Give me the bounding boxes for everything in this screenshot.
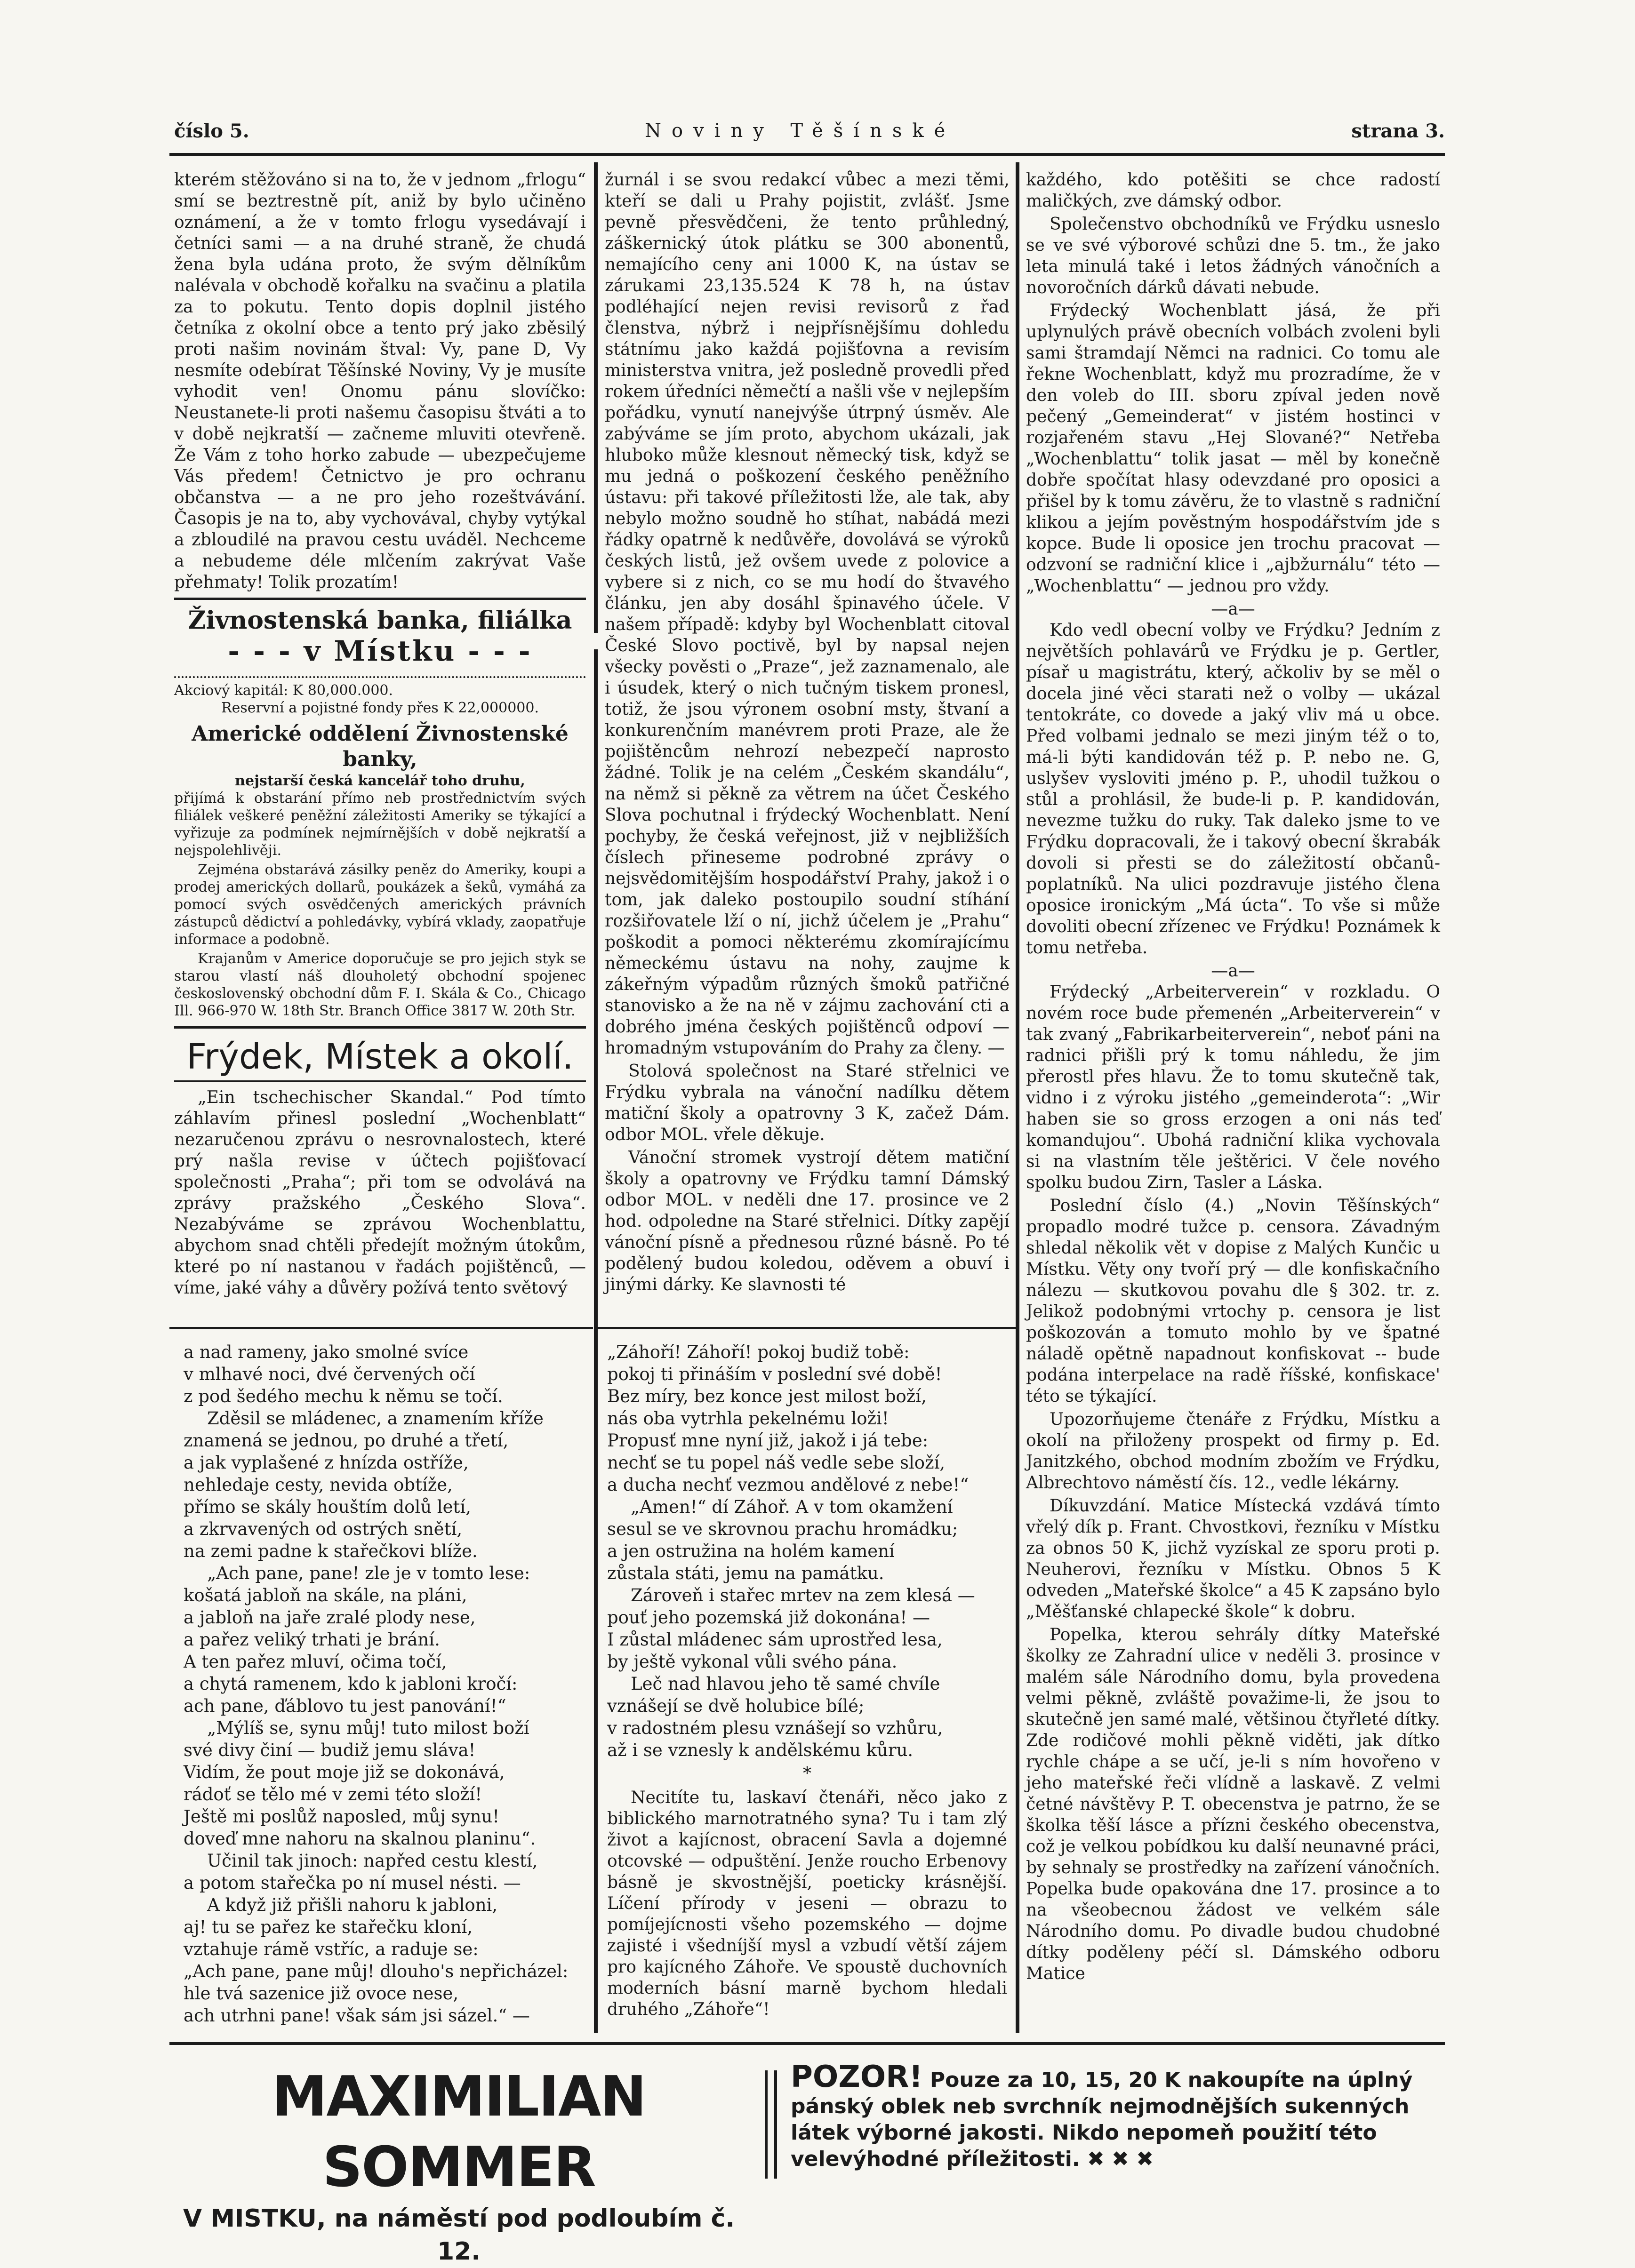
- poem-line: Propusť mne nyní již, jakož i já tebe:: [607, 1430, 929, 1451]
- article-popelka: Popelka, kterou sehrály dítky Mateřské školky ze Zahradní ulice v neděli 3. prosince v malém sále Národního domu, byla provedena velmi pěkně, zvláště považime-li, že jsou to skutečně jen samé malé, většinou čtyřleté dítky. Zde rodičové mohli pěkně viděti, jak dítko rychle chápe a se učí, je-li s ním hovořeno v jeho mateřské řeči vlídně a laskavě. Z velmi četné návštěvy P. T. obecenstva je patrno, že se školka těší lásce a přízni českého obecenstva, což je velkou pobídkou ku další neunavné práci, by sehnaly se prostředky na zařízení vánočních. Popelka bude opakována dne 17. prosince a to na všeobecnou žádost ve velkém sále Národního domu. Po divadle budou chudobné dítky poděleny péčí sl. Dámského odboru Matice: [1026, 1625, 1440, 1983]
- bank-title: Živnostenská banka, filiálka: [188, 606, 572, 635]
- ad-divider: [765, 2070, 777, 2179]
- poem-line: „Ach pane, pane! zle je v tomto lese:: [207, 1563, 530, 1583]
- poem-line: a ducha nechť vezmou andělové z nebe!“: [607, 1475, 969, 1495]
- poem-line: a pařez veliký trhati je brání.: [184, 1629, 440, 1650]
- ad-offer-text: Pouze za 10, 15, 20 K nakoupíte na úplný pánský oblek neb svrchník nejmodnějších sukenných látek výborné jakosti. Nikdo nepomeň použití této velevýhodné příležitosti. ✖ ✖ ✖: [791, 2068, 1413, 2171]
- header-rule: [169, 153, 1445, 156]
- article-intro: každého, kdo potěšiti se chce radostí maličkých, zve dámský odbor.: [1026, 170, 1440, 211]
- poem-line: ach pane, ďáblovo tu jest panování!“: [184, 1696, 506, 1716]
- poem-line: a jen ostružina na holém kamení: [607, 1541, 895, 1561]
- poem-line: vztahuje rámě vstříc, a raduje se:: [184, 1939, 479, 1959]
- article-dikuvzdani: Díkuvzdání. Matice Místecká vzdává tímto vřelý dík p. Frant. Chvostkovi, řezníku v Místku za obnos 50 K, jichž vyzískal ze sporu proti p. Neuherovi, řezníku v Místku. Obnos 5 K odveden „Mateřské školce“ a 45 K zapsáno bylo „Měšťanské chlapecké škole“ k dobru.: [1026, 1496, 1440, 1621]
- poem-line: „Mýlíš se, synu můj! tuto milost boží: [207, 1718, 529, 1738]
- poem-line: přímo se skály houštím dolů letí,: [184, 1497, 471, 1517]
- poem-top-rule: [169, 1327, 593, 1329]
- poem-line: Zděsil se mládenec, a znamením kříže: [207, 1408, 544, 1429]
- bank-subtitle: - - - v Místku - - -: [228, 635, 532, 668]
- poem-line: a zkrvavených od ostrých snětí,: [184, 1519, 463, 1539]
- poem-line: na zemi padne k stařečkovi blíže.: [184, 1541, 478, 1561]
- poem-line: Leč nad hlavou jeho tě samé chvíle: [631, 1674, 940, 1694]
- column-divider-1b: [594, 649, 598, 2033]
- article-stromek: Vánoční stromek vystrojí dětem matiční školy a opatrovny ve Frýdku tamní Dámský odbor MOL. v neděli dne 17. prosince ve 2 hod. odpoledne na Staré střelnici. Dítky zapějí vánoční písně a přednesou různé básně. Po té podělený budou koledou, oděvem a obuví i jinými dárky. Ke slavnosti té: [605, 1148, 1010, 1294]
- advertisement: [169, 2060, 1445, 2266]
- bank-text-1: přijímá k obstarání přímo neb prostřednictvím svých filiálek veškeré peněžní záležitosti Ameriky se týkající a vyřizuje za podmínek nejmírnějších v době nejkratší a nejspolehlivěji.: [174, 790, 586, 859]
- poem-line: A když již přišli nahoru k jabloni,: [207, 1895, 498, 1915]
- poem-line: Učinil tak jinoch: napřed cestu klestí,: [207, 1851, 538, 1871]
- poem-line: a nad rameny, jako smolné svíce: [184, 1342, 469, 1362]
- poem-line: nás oba vytrhla pekelnému loži!: [607, 1408, 889, 1429]
- poem-line: „Amen!“ dí Záhoř. A v tom okamžení: [631, 1497, 953, 1517]
- poem-line: své divy činí — budiž jemu sláva!: [184, 1740, 476, 1760]
- poem-right: [607, 1341, 1007, 2022]
- poem-line: doveď mne nahoru na skalnou planinu“.: [184, 1829, 536, 1849]
- article-kdo-vedl: Kdo vedl obecní volby ve Frýdku? Jedním z největších pohlavárů ve Frýdku je p. Gertler, písař u magistrátu, který, ačkoliv by se měl o docela jiné věci starati než o volby — ukázal tentokráte, co dovede a jaký vliv má u obce. Před volbami jednalo se mezi jiným též o to, má-li býti kandidován též p. P. nebo ne. G, uslyšev vysloviti jméno p. P., uhodil tužkou o stůl a prohlásil, že bude-li p. P. kandidován, nevezme tužku do ruky. Tak daleko jsme to ve Frýdku dopracovali, že i takový obecní škrabák dovoli si přesti se do záležitostí občanů-poplatníků. Na ulici pozdravuje jistého člena oposice ironickým „Má úcta“. To vše si může dovoliti obecní zřízenec ve Frýdku! Poznámek k tomu netřeba.: [1026, 621, 1440, 958]
- poem-line: a jabloň na jaře zralé plody nese,: [184, 1607, 476, 1628]
- poem-line: a chytá ramenem, kdo k jabloni kročí:: [184, 1674, 518, 1694]
- article-upozornujeme: Upozorňujeme čtenáře z Frýdku, Místku a okolí na přiloženy prospekt od firmy p. Ed. Janitzkého, obchod modním zbožím ve Frýdku, Albrechtovo náměstí čís. 12., vedle lékárny.: [1026, 1410, 1440, 1493]
- article-gendarme: kterém stěžováno si na to, že v jednom „frlogu“ smí se beztrestně pít, aniž by bylo učiněno oznámení, a že v tomto frlogu vysedávají i četníci sami — a na druhé straně, že chudá žena byla udána proto, že svým dělníkům nalévala v obchodě kořalku na svačinu a platila za to pokutu. Tento dopis doplnil jistého četníka z okolní obce a tento prý jako zběsilý proti našim novinám štval: Vy, pane D, Vy nesmíte odebírat Těšínské Noviny, Vy je musíte vyhodit ven! Onomu pánu slovíčko: Neustanete-li proti našemu časopisu štváti a to v době nejkratší — začneme mluviti otevřeně. Že Vám z toho horko zabude — ubezpečujeme Vás předem! Četnictvo je pro ochranu občanstva — a ne pro jeho rozeštvávání. Časopis je na to, aby vychovával, chyby vytýkal a zbloudilé na pravou cestu uváděl. Nechceme a nebudeme déle mlčením zakrývat Vaše přehmaty! Tolik prozatím!: [174, 170, 586, 592]
- poem-line: vznášejí se dvě holubice bílé;: [607, 1696, 865, 1716]
- poem-line: A ten pařez mluví, očima točí,: [184, 1652, 447, 1672]
- poem-line: sesul se ve skrovnou prachu hromádku;: [607, 1519, 958, 1539]
- poem-line: Zároveň i stařec mrtev na zem klesá —: [631, 1585, 975, 1605]
- poem-line: v mlhavé noci, dvé červených očí: [184, 1364, 475, 1384]
- bank-divider: [174, 670, 586, 678]
- ad-top-rule: [169, 2042, 1445, 2045]
- column-divider-1: [594, 162, 598, 633]
- poem-line: z pod šedého mechu k němu se točí.: [184, 1386, 503, 1406]
- section-title: Frýdek, Místek a okolí.: [186, 1037, 574, 1077]
- poem-line: nehledaje cesty, nevida obtíže,: [184, 1475, 453, 1495]
- poem-line: nechť se tu popel náš vedle sebe složí,: [607, 1453, 946, 1473]
- article-strelnice: Stolová společnost na Staré střelnici ve Frýdku vybrala na vánoční nadílku dětem matiční školy a opatrovny 3 K, začež Dám. odbor MOL. vřele děkuje.: [605, 1062, 1010, 1144]
- page-header: [174, 120, 1445, 148]
- article-skandal: „Ein tschechischer Skandal.“ Pod tímto záhlavím přinesl poslední „Wochenblatt“ nezaručenou zprávu o nesrovnalostech, které prý našla revise v účtech pojišťovací společnosti „Praha“; při tom se odvolává na zprávy pražského „Českého Slova“. Nezabýváme se zprávou Wochenblattu, abychom snad chtěli předejít možným útokům, které po ní nastanou v řadách pojištěnců, — víme, jaké váhy a důvěry požívá tento světový: [174, 1088, 586, 1298]
- article-wochenblatt: Frýdecký Wochenblatt jásá, že při uplynulých právě obecních volbách zvoleni byli sami štramdají Němci na radnici. Co tomu ale řekne Wochenblatt, když mu prozradíme, že v den voleb do III. sboru zpíval jeden nově pečený „Gemeinderat“ v jistém hostinci v rozjařeném stavu „Hej Slované?“ Netřeba „Wochenblattu“ tolik jasat — měl by konečně dobře spočítat hlasy odevzdané pro oposici a přišel by k tomu závěru, že to vlastně s radniční klikou a jejím pověstným hospodářstvím jde s kopce. Bude li oposice jen trochu pracovat — odzvoní se radniční klice i „ajbžurnálu“ této — „Wochenblattu“ — jednou pro vždy.: [1026, 301, 1440, 596]
- page-number: strana 3.: [1351, 120, 1445, 142]
- bank-reserve: Reservní a pojistné fondy přes K 22,000000.: [221, 700, 539, 716]
- poem-line: aj! tu se pařez ke stařečku kloní,: [184, 1917, 473, 1937]
- poem-line: košatá jabloň na skále, na pláni,: [184, 1585, 467, 1605]
- poem-line: hle tvá sazenice již ovoce nese,: [184, 1983, 459, 2004]
- masthead: Noviny Těšínské: [645, 120, 956, 142]
- poem-line: pouť jeho pozemská již dokonána! —: [607, 1607, 930, 1628]
- article-spolecenstvo: Společenstvo obchodníků ve Frýdku usneslo se ve své výborové schůzi dne 5. tm., že jako leta minulá také i letos žádných vánočních a novoročních dárků dávati nebude.: [1026, 215, 1440, 297]
- poem-line: znamená se jednou, po druhé a třetí,: [184, 1430, 509, 1451]
- section-rule: [174, 1080, 586, 1082]
- ad-merchant-name: MAXIMILIAN SOMMER: [272, 2064, 646, 2199]
- issue-number: číslo 5.: [174, 120, 249, 142]
- poem-line: Bez míry, bez konce jest milost boží,: [607, 1386, 927, 1406]
- bank-text-3: Krajanům v Americe doporučuje se pro jejich styk se starou vlastí náš dlouholetý obchodní spojenec československý obchodní dům F. I. Skála & Co., Chicago Ill. 966-970 W. 18th Str. Branch Office 3817 W. 20th Str.: [174, 950, 586, 1019]
- poem-line: a jak vyplašené z hnízda ostříže,: [184, 1453, 469, 1473]
- poem-line: I zůstal mládenec sám uprostřed lesa,: [607, 1629, 943, 1650]
- signature: —a—: [1211, 599, 1255, 619]
- poem-line: ach utrhni pane! však sám jsi sázel.“ —: [184, 2005, 530, 2026]
- poem-right-top-rule: [598, 1327, 1016, 1329]
- poem-left: [184, 1341, 588, 2027]
- poem-line: „Ach pane, pane můj! dlouho's nepřicházel:: [184, 1961, 569, 1981]
- bank-capital: Akciový kapitál: K 80,000.000.: [174, 682, 393, 699]
- ad-merchant-address: V MISTKU, na náměstí pod podloubím č. 12.: [183, 2204, 735, 2266]
- bank-ad: [174, 598, 586, 1029]
- poem-line: zůstala státi, jemu na památku.: [607, 1563, 884, 1583]
- bank-american-title: Americké oddělení Živnostenské banky,: [192, 722, 569, 771]
- column-1: [174, 169, 586, 1301]
- article-arbeiterverein: Frýdecký „Arbeiterverein“ v rozkladu. O novém roce bude přemenén „Arbeiterverein“ v tak zvaný „Fabrikarbeiterverein“, neboť páni na radnici přišli prý k tomu náhledu, že jim přerostl přes hlavu. Že to tomu skutečně tak, vidno i z výroku jistého „gemeinderota“: „Wir haben sie so gross erzogen a oni nás teď komandujou“. Ubohá radniční klika vychovala si na vlastním těle ještěrici. V čele nového spolku budou Zirn, Tasler a Láska.: [1026, 982, 1440, 1192]
- poem-line: až i se vznesly k andělskému kůru.: [607, 1740, 914, 1760]
- poem-line: a potom stařečka po ní musel nésti. —: [184, 1873, 521, 1893]
- signature: —a—: [1211, 961, 1255, 981]
- poem-line: rádoť se tělo mé v zemi této složí!: [184, 1784, 482, 1805]
- ad-offer: [791, 2060, 1445, 2172]
- poem-line: Ještě mi poslůž naposled, můj synu!: [184, 1806, 500, 1827]
- bank-american-subtitle: nejstarší česká kancelář toho druhu,: [235, 773, 525, 789]
- column-divider-2: [1016, 162, 1019, 2033]
- poem-line: pokoj ti přináším v poslední své době!: [607, 1364, 942, 1384]
- ad-merchant: [169, 2061, 748, 2266]
- bank-text-2: Zejména obstarává zásilky peněz do Ameriky, koupi a prodej amerických dollarů, poukázek a šeků, vymáhá za pomocí svých osvědčených amerických právních zástupců dědictví a pohledávky, vybírá vklady, zaopatřuje informace a podobně.: [174, 862, 586, 948]
- ad-pozor: POZOR!: [791, 2060, 923, 2094]
- article-posledni-cislo: Poslední číslo (4.) „Novin Těšínských“ propadlo modré tužce p. censora. Závadným shledal několik vět v dopise z Malých Kunčic u Místku. Věty ony tvoří prý — dle konfiskačního nálezu — skutkovou povahu dle § 302. tr. z. Jelikož podobnými vrtochy p. censora je list poškozován a tomuto mohlo by ve špatné náladě opětně napadnout konfiskovat -- bude podána interpelace na radě říšské, konfiskace' této se týkající.: [1026, 1196, 1440, 1406]
- poem-line: by ještě vykonal vůli svého pána.: [607, 1652, 898, 1672]
- poem-star: *: [803, 1764, 811, 1783]
- poem-line: Vidím, že pout moje již se dokonává,: [184, 1762, 505, 1782]
- column-2: [605, 169, 1010, 1297]
- article-skandal-cont: žurnál i se svou redakcí vůbec a mezi těmi, kteří se dali u Prahy pojistit, zvlášť. Jsme pevně přesvědčeni, že tento průhledný, záškernický útok plátku se 300 abonentů, nemajícího ceny ani 1000 K, na ústav se zárukami 23,135.524 K 78 h, na ústav podléhající nejen revisi revisorů z řad členstva, nýbrž i nejpřísnějšímu dohledu státnímu jako každá pojišťovna a revisím ministerstva vnitra, jež posledně provedli před rokem úředníci němečtí a našli vše v nejlepším pořádku, vynutí nanejvýše útrpný úsměv. Ale zabýváme se jím proto, abychom ukázali, jak hluboko může klesnout německý tisk, když se mu jedná o poškození českého peněžního ústavu: při takové příležitosti lže, ale tak, aby nebylo možno soudně ho stíhat, nabádá mezi řádky opatrně k nedůvěře, dovolává se výroků českých listů, jež ovšem uvede z polovice a vybere si z nich, co se mu hodí do štvavého článku, jen aby dosáhl špinavého účele. V našem případě: kdyby byl Wochenblatt citoval České Slovo poctivě, byl by napsal nejen všecky pověsti o „Praze“, jež zaznamenalo, ale i úsudek, který o nich tučným tiskem pronesl, totiž, že jsou výronem osobní msty, štvaní a konkurenčním manévrem proti Praze, ale že pojištěncům nehrozí nebezpečí naprosto žádné. Tolik je na celém „Českém skandálu“, na němž si pěkně za větrem na účet Českého Slova pochutnal i frýdecký Wochenblatt. Není pochyby, že česká veřejnost, již v nejbližších číslech přineseme podrobné zprávy o nejsvědomitějším hospodářství Prahy, jakož i o tom, jak daleko postoupilo soudní stíhání rozšiřovatele lží o ní, jichž účelem je „Prahu“ poškodit a pomoci některému zkomírajícímu německému ústavu na nohy, zaujme k zákeřným výpadům různých šmoků patřičné stanovisko a že na ně v zájmu zachování cti a dobrého jména českých pojištěnců odpoví — hromadným vstupováním do Prahy za členy. —: [605, 170, 1010, 1058]
- column-3: [1026, 169, 1440, 1986]
- poem-essay: Necitíte tu, laskaví čtenáři, něco jako z biblického marnotratného syna? Tu i tam zlý život a kajícnost, obracení Savla a dojemné otcovské — odpuštění. Jenže roucho Erbenovy básně je skvostnější, poeticky krásnější. Líčení přírody v jeseni — obrazu to pomíjejícnosti všeho pozemského — dojme zajisté i všedníjší mysl a vzbudí větší zájem pro kajícného Záhoře. Ve spoustě duchovních moderních básní marně bychom hledali druhého „Záhoře“!: [607, 1788, 1007, 2019]
- poem-line: v radostném plesu vznášejí so vzhůru,: [607, 1718, 943, 1738]
- poem-line: „Záhoří! Záhoří! pokoj budiž tobě:: [607, 1342, 910, 1362]
